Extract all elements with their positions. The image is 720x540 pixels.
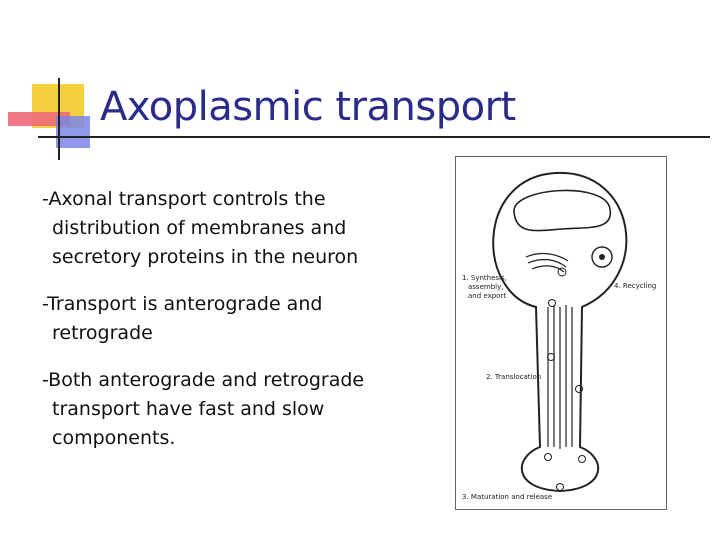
bullet-item: -Axonal transport controls the distribution of membranes and secretory proteins in the neuron bbox=[42, 188, 359, 268]
golgi-stacks bbox=[526, 254, 568, 272]
slide-title: Axoplasmic transport bbox=[100, 84, 516, 130]
label-recycling: 4. Recycling bbox=[614, 282, 657, 290]
label-synthesis: 1. Synthesis, bbox=[462, 274, 507, 282]
bullet-list bbox=[42, 185, 427, 471]
label-translocation: 2. Translocation bbox=[486, 373, 542, 381]
label-assembly: assembly, bbox=[468, 283, 504, 291]
title-decoration-blue-block bbox=[56, 116, 90, 148]
microtubule-tracks bbox=[548, 305, 572, 449]
recycling-organelle-core bbox=[599, 254, 605, 260]
neuron-transport-diagram bbox=[455, 156, 667, 510]
transport-vesicles bbox=[545, 300, 586, 491]
neuron-diagram-drawing bbox=[456, 157, 668, 511]
bullet-item: -Both anterograde and retrograde transport have fast and slow components. bbox=[42, 369, 365, 449]
title-decoration-vertical-line bbox=[58, 78, 60, 160]
label-maturation-release: 3. Maturation and release bbox=[462, 493, 553, 501]
bullet-item: -Transport is anterograde and retrograde bbox=[42, 293, 323, 344]
nucleus-shape bbox=[514, 190, 610, 230]
vesicle bbox=[558, 268, 566, 276]
title-underline bbox=[38, 136, 710, 138]
label-export: and export bbox=[468, 292, 507, 300]
